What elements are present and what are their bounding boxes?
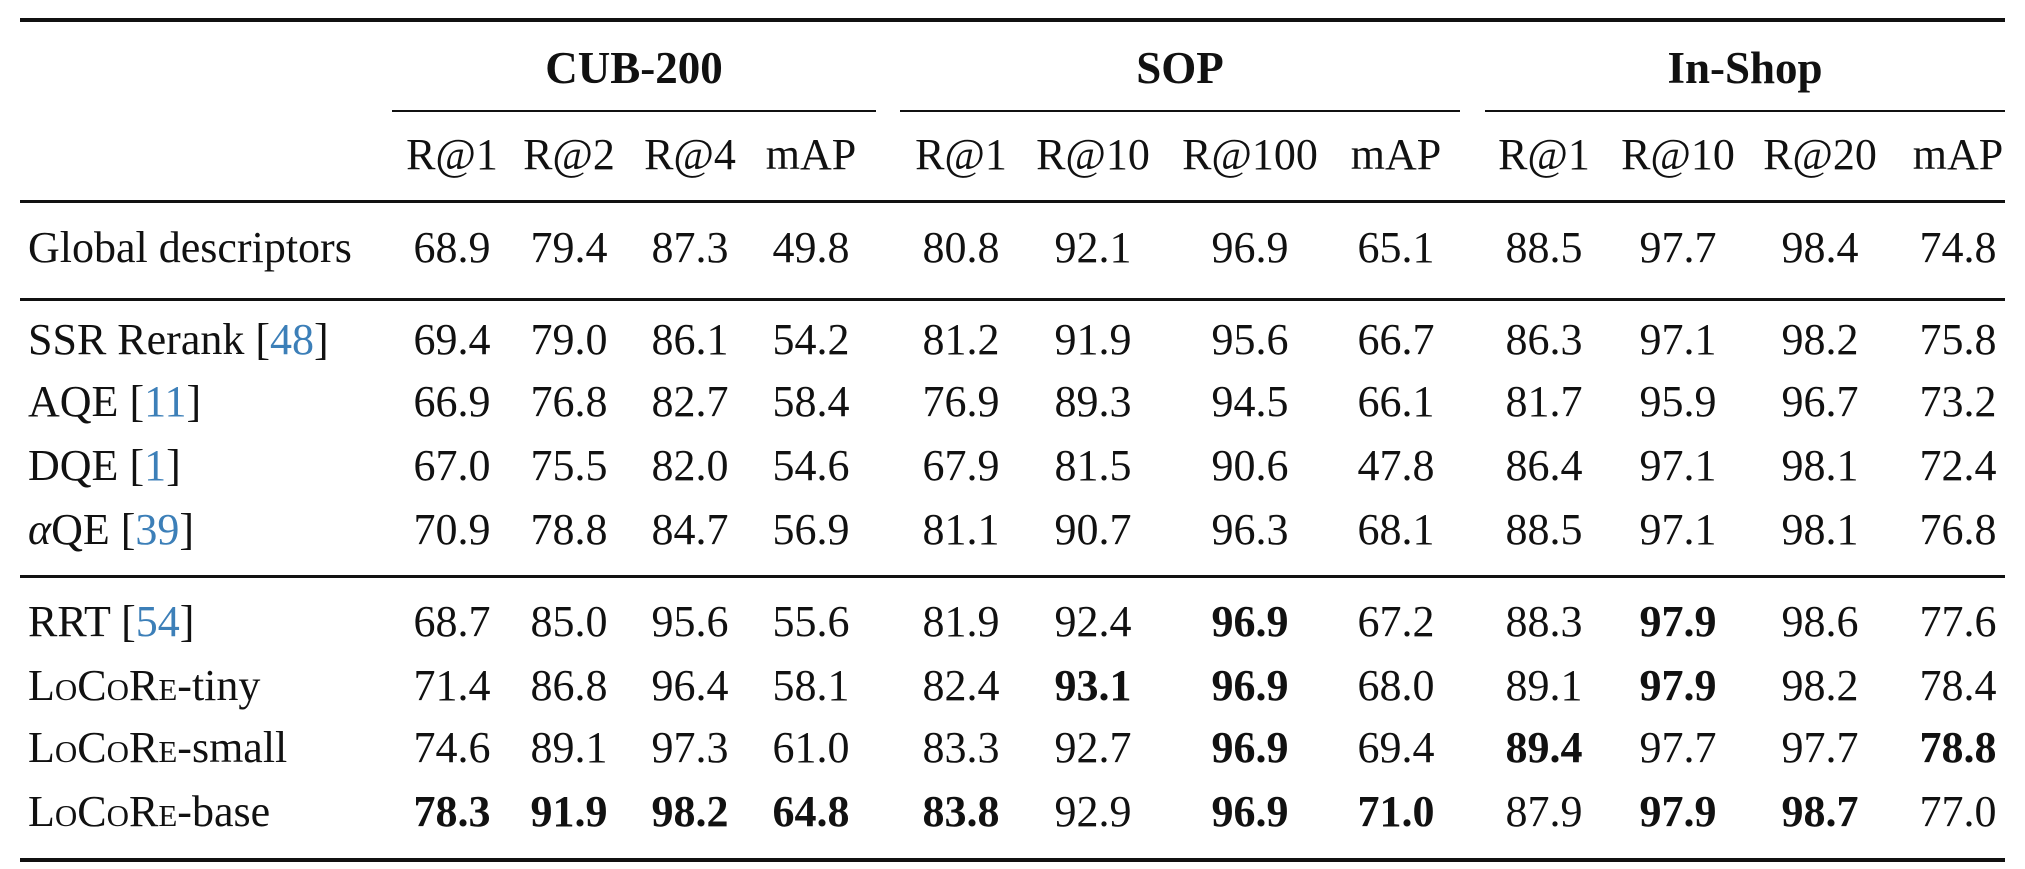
citation-link[interactable]: 1 [144, 441, 167, 490]
metric-value: 86.8 [530, 661, 608, 710]
metric-value: 94.5 [1211, 377, 1289, 426]
metric-value: 77.6 [1919, 597, 1997, 646]
metric-value: 78.3 [413, 787, 491, 836]
metric-header: R@100 [1182, 130, 1318, 179]
metric-value: 65.1 [1357, 223, 1435, 272]
metric-value: 47.8 [1357, 441, 1435, 490]
metric-value: 96.7 [1781, 377, 1859, 426]
metric-header: R@2 [523, 130, 615, 179]
metric-value: 98.7 [1781, 787, 1859, 836]
metric-value: 54.6 [772, 441, 850, 490]
method-label: LoCoRe [28, 787, 178, 836]
metric-value: 91.9 [530, 787, 608, 836]
metric-value: 98.1 [1781, 505, 1859, 554]
method-label: AQE [28, 377, 119, 426]
metric-value: 89.4 [1505, 723, 1583, 772]
citation-link[interactable]: 39 [135, 505, 180, 554]
metric-value: 54.2 [772, 315, 850, 364]
metric-value: 81.5 [1054, 441, 1132, 490]
method-label: QE [51, 505, 110, 554]
metric-value: 77.0 [1919, 787, 1997, 836]
sop-group-rule [900, 110, 1460, 112]
group-header-cub: CUB-200 [545, 43, 723, 93]
section-rule-2 [20, 575, 2005, 578]
metric-header: R@10 [1036, 130, 1150, 179]
method-label: LoCoRe [28, 723, 178, 772]
metric-value: 67.0 [413, 441, 491, 490]
metric-value: 89.3 [1054, 377, 1132, 426]
metric-value: 97.9 [1639, 661, 1717, 710]
metric-header: mAP [1350, 130, 1442, 179]
citation-link[interactable]: 11 [144, 377, 187, 426]
metric-value: 58.1 [772, 661, 850, 710]
metric-header: R@10 [1621, 130, 1735, 179]
metric-header: mAP [1912, 130, 2004, 179]
metric-value: 96.9 [1211, 223, 1289, 272]
metric-value: 80.8 [922, 223, 1000, 272]
citation-link[interactable]: 48 [270, 315, 315, 364]
group-header-inshop: In-Shop [1667, 43, 1823, 93]
metric-value: 97.7 [1781, 723, 1859, 772]
metric-value: 88.5 [1505, 505, 1583, 554]
metric-value: 96.9 [1211, 787, 1289, 836]
metric-value: 81.7 [1505, 377, 1583, 426]
alpha-symbol: α [28, 505, 52, 554]
metric-value: 68.7 [413, 597, 491, 646]
metric-value: 49.8 [772, 223, 850, 272]
metric-value: 89.1 [1505, 661, 1583, 710]
metric-value: 82.7 [651, 377, 729, 426]
method-suffix: -base [177, 787, 271, 836]
method-name: DQE [1] [28, 441, 181, 490]
metric-value: 97.7 [1639, 723, 1717, 772]
metric-value: 78.8 [530, 505, 608, 554]
metric-value: 70.9 [413, 505, 491, 554]
metric-value: 87.9 [1505, 787, 1583, 836]
metric-value: 98.2 [1781, 315, 1859, 364]
method-label: SSR Rerank [28, 315, 245, 364]
metric-value: 89.1 [530, 723, 608, 772]
metric-value: 97.1 [1639, 505, 1717, 554]
metric-header: R@1 [915, 130, 1007, 179]
metric-value: 96.4 [651, 661, 729, 710]
metric-value: 97.3 [651, 723, 729, 772]
metric-value: 92.1 [1054, 223, 1132, 272]
metric-value: 95.6 [651, 597, 729, 646]
metric-value: 56.9 [772, 505, 850, 554]
method-label: LoCoRe [28, 661, 178, 710]
metric-value: 69.4 [413, 315, 491, 364]
metric-header: mAP [765, 130, 857, 179]
method-suffix: -small [177, 723, 288, 772]
metric-value: 98.4 [1781, 223, 1859, 272]
metric-value: 67.9 [922, 441, 1000, 490]
metric-value: 96.3 [1211, 505, 1289, 554]
group-header-sop: SOP [1136, 43, 1224, 93]
metric-value: 88.3 [1505, 597, 1583, 646]
metric-value: 78.4 [1919, 661, 1997, 710]
metric-value: 81.2 [922, 315, 1000, 364]
metric-header: R@1 [406, 130, 498, 179]
metric-value: 76.8 [530, 377, 608, 426]
metric-value: 75.8 [1919, 315, 1997, 364]
metric-value: 74.6 [413, 723, 491, 772]
metric-value: 81.1 [922, 505, 1000, 554]
metric-value: 71.0 [1357, 787, 1435, 836]
metric-value: 79.4 [530, 223, 608, 272]
metric-value: 66.9 [413, 377, 491, 426]
metric-value: 83.8 [922, 787, 1000, 836]
metric-value: 76.9 [922, 377, 1000, 426]
metric-value: 72.4 [1919, 441, 1997, 490]
metric-value: 98.2 [1781, 661, 1859, 710]
metric-value: 92.7 [1054, 723, 1132, 772]
metric-value: 86.1 [651, 315, 729, 364]
metric-header: R@4 [644, 130, 736, 179]
metric-value: 92.4 [1054, 597, 1132, 646]
metric-value: 82.0 [651, 441, 729, 490]
metric-header: R@1 [1498, 130, 1590, 179]
cub-group-rule [392, 110, 876, 112]
metric-value: 66.7 [1357, 315, 1435, 364]
metric-value: 91.9 [1054, 315, 1132, 364]
metric-value: 69.4 [1357, 723, 1435, 772]
metric-value: 98.6 [1781, 597, 1859, 646]
method-name: αQE [39] [28, 505, 195, 554]
metric-value: 98.2 [651, 787, 729, 836]
metric-value: 96.9 [1211, 723, 1289, 772]
method-name: SSR Rerank [48] [28, 315, 329, 364]
metric-value: 68.0 [1357, 661, 1435, 710]
method-name: RRT [54] [28, 597, 195, 646]
section-rule-1 [20, 298, 2005, 301]
citation-link[interactable]: 54 [135, 597, 180, 646]
metric-value: 97.1 [1639, 315, 1717, 364]
metric-value: 83.3 [922, 723, 1000, 772]
metric-value: 55.6 [772, 597, 850, 646]
method-name: AQE [11] [28, 377, 202, 426]
metric-value: 93.1 [1054, 661, 1132, 710]
header-rule [20, 200, 2005, 203]
metric-value: 81.9 [922, 597, 1000, 646]
metric-value: 98.1 [1781, 441, 1859, 490]
metric-header: R@20 [1763, 130, 1877, 179]
metric-value: 86.4 [1505, 441, 1583, 490]
metric-value: 78.8 [1919, 723, 1997, 772]
method-label: Global descriptors [28, 223, 352, 272]
method-suffix: -tiny [177, 661, 261, 710]
metric-value: 71.4 [413, 661, 491, 710]
metric-value: 87.3 [651, 223, 729, 272]
metric-value: 66.1 [1357, 377, 1435, 426]
metric-value: 88.5 [1505, 223, 1583, 272]
metric-value: 75.5 [530, 441, 608, 490]
method-name [28, 782, 270, 842]
method-name [28, 218, 352, 278]
metric-value: 95.9 [1639, 377, 1717, 426]
top-rule [20, 18, 2005, 22]
metric-value: 58.4 [772, 377, 850, 426]
method-label: DQE [28, 441, 119, 490]
metric-value: 86.3 [1505, 315, 1583, 364]
metric-value: 84.7 [651, 505, 729, 554]
method-label: RRT [28, 597, 111, 646]
metric-value: 61.0 [772, 723, 850, 772]
metric-value: 82.4 [922, 661, 1000, 710]
bottom-rule [20, 858, 2005, 862]
metric-value: 79.0 [530, 315, 608, 364]
method-name [28, 656, 260, 716]
metric-value: 97.9 [1639, 787, 1717, 836]
metric-value: 96.9 [1211, 597, 1289, 646]
metric-value: 68.1 [1357, 505, 1435, 554]
metric-value: 68.9 [413, 223, 491, 272]
metric-value: 97.1 [1639, 441, 1717, 490]
metric-value: 64.8 [772, 787, 850, 836]
metric-value: 73.2 [1919, 377, 1997, 426]
metric-value: 90.7 [1054, 505, 1132, 554]
metric-value: 90.6 [1211, 441, 1289, 490]
metric-value: 95.6 [1211, 315, 1289, 364]
metric-value: 76.8 [1919, 505, 1997, 554]
metric-value: 97.7 [1639, 223, 1717, 272]
inshop-group-rule [1485, 110, 2005, 112]
metric-value: 92.9 [1054, 787, 1132, 836]
metric-value: 74.8 [1919, 223, 1997, 272]
metric-value: 96.9 [1211, 661, 1289, 710]
metric-value: 97.9 [1639, 597, 1717, 646]
metric-value: 67.2 [1357, 597, 1435, 646]
method-name [28, 718, 287, 778]
metric-value: 85.0 [530, 597, 608, 646]
